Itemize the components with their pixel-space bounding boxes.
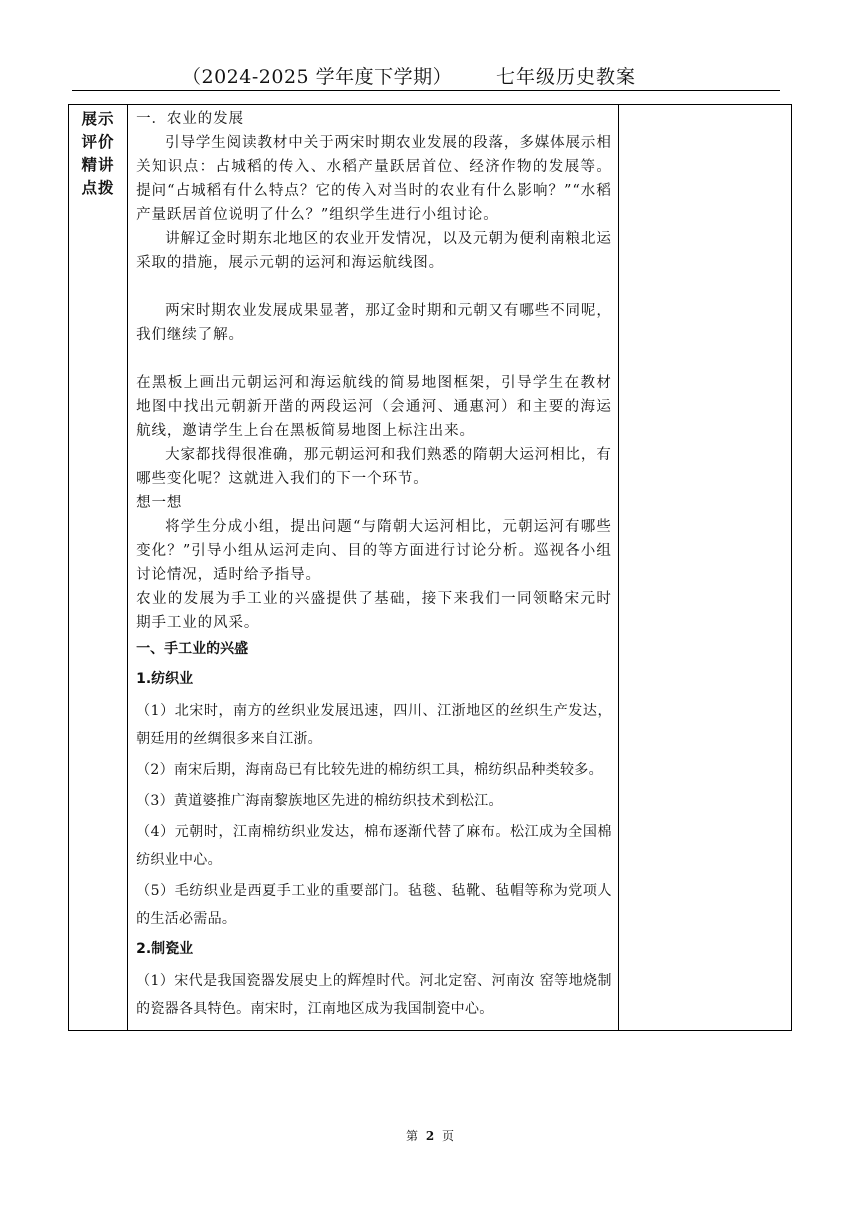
paragraph: 讲解辽金时期东北地区的农业开发情况，以及元朝为便利南粮北运采取的措施，展示元朝的运河和海运航线图。 — [136, 231, 612, 271]
header-rule — [72, 90, 780, 91]
paragraph: 引导学生阅读教材中关于两宋时期农业发展的段落，多媒体展示相关知识点：占城稻的传入、水稻产量跃居首位、经济作物的发展等。提问“占城稻有什么特点？它的传入对当时的农业有什么影响？”“水稻产量跃居首位说明了什么？”组织学生进行小组讨论。 — [136, 135, 612, 223]
notes-cell — [618, 105, 791, 1031]
list-item: （3）黄道婆推广海南黎族地区先进的棉纺织技术到松江。 — [136, 793, 503, 809]
page-number: 2 — [425, 1129, 435, 1143]
section-agriculture-title: 一．农业的发展 — [136, 111, 244, 127]
list-item: （2）南宋后期，海南岛已有比较先进的棉纺织工具，棉纺织品种类较多。 — [136, 762, 603, 778]
footer-suffix: 页 — [442, 1129, 455, 1143]
list-item: （5）毛纺织业是西夏手工业的重要部门。毡毯、毡靴、毡帽等称为党项人的生活必需品。 — [136, 883, 612, 927]
lesson-table — [68, 104, 792, 1031]
think-label: 想一想 — [136, 495, 183, 511]
lesson-content — [128, 105, 618, 1030]
paragraph: 两宋时期农业发展成果显著，那辽金时期和元朝又有哪些不同呢，我们继续了解。 — [136, 303, 612, 343]
term-label: （2024-2025 学年度下学期） — [182, 66, 453, 88]
subheading-textile: 1.纺织业 — [136, 671, 194, 687]
footer-prefix: 第 — [405, 1129, 418, 1143]
paragraph: 在黑板上画出元朝运河和海运航线的简易地图框架，引导学生在教材地图中找出元朝新开凿的两段运河（会通河、通惠河）和主要的海运航线，邀请学生上台在黑板简易地图上标注出来。 — [136, 375, 612, 439]
document-title: 七年级历史教案 — [496, 66, 637, 88]
page-footer — [0, 1127, 860, 1144]
page-header — [0, 62, 860, 90]
paragraph: 农业的发展为手工业的兴盛提供了基础，接下来我们一同领略宋元时期手工业的风采。 — [136, 591, 612, 631]
spacer — [136, 347, 612, 371]
table-row — [69, 105, 792, 1031]
section-label: 展示评价精讲点拨 — [81, 110, 115, 197]
paragraph: 将学生分成小组，提出问题“与隋朝大运河相比，元朝运河有哪些变化？”引导小组从运河走向、目的等方面进行讨论分析。巡视各小组讨论情况，适时给予指导。 — [136, 519, 612, 583]
spacer — [136, 275, 612, 299]
subheading-porcelain: 2.制瓷业 — [136, 941, 194, 957]
paragraph: 大家都找得很准确，那元朝运河和我们熟悉的隋朝大运河相比，有哪些变化呢？这就进入我们的下一个环节。 — [136, 447, 612, 487]
list-item: （1）宋代是我国瓷器发展史上的辉煌时代。河北定窑、河南汝 窑等地烧制的瓷器各具特色。南宋时，江南地区成为我国制瓷中心。 — [136, 973, 612, 1017]
label-cell — [69, 105, 128, 1031]
list-item: （4）元朝时，江南棉纺织业发达，棉布逐渐代替了麻布。松江成为全国棉纺织业中心。 — [136, 824, 612, 868]
list-item: （1）北宋时，南方的丝织业发展迅速，四川、江浙地区的丝织生产发达，朝廷用的丝绸很多来自江浙。 — [136, 703, 612, 747]
content-cell — [128, 105, 619, 1031]
section-handicraft-heading: 一、手工业的兴盛 — [136, 641, 249, 657]
